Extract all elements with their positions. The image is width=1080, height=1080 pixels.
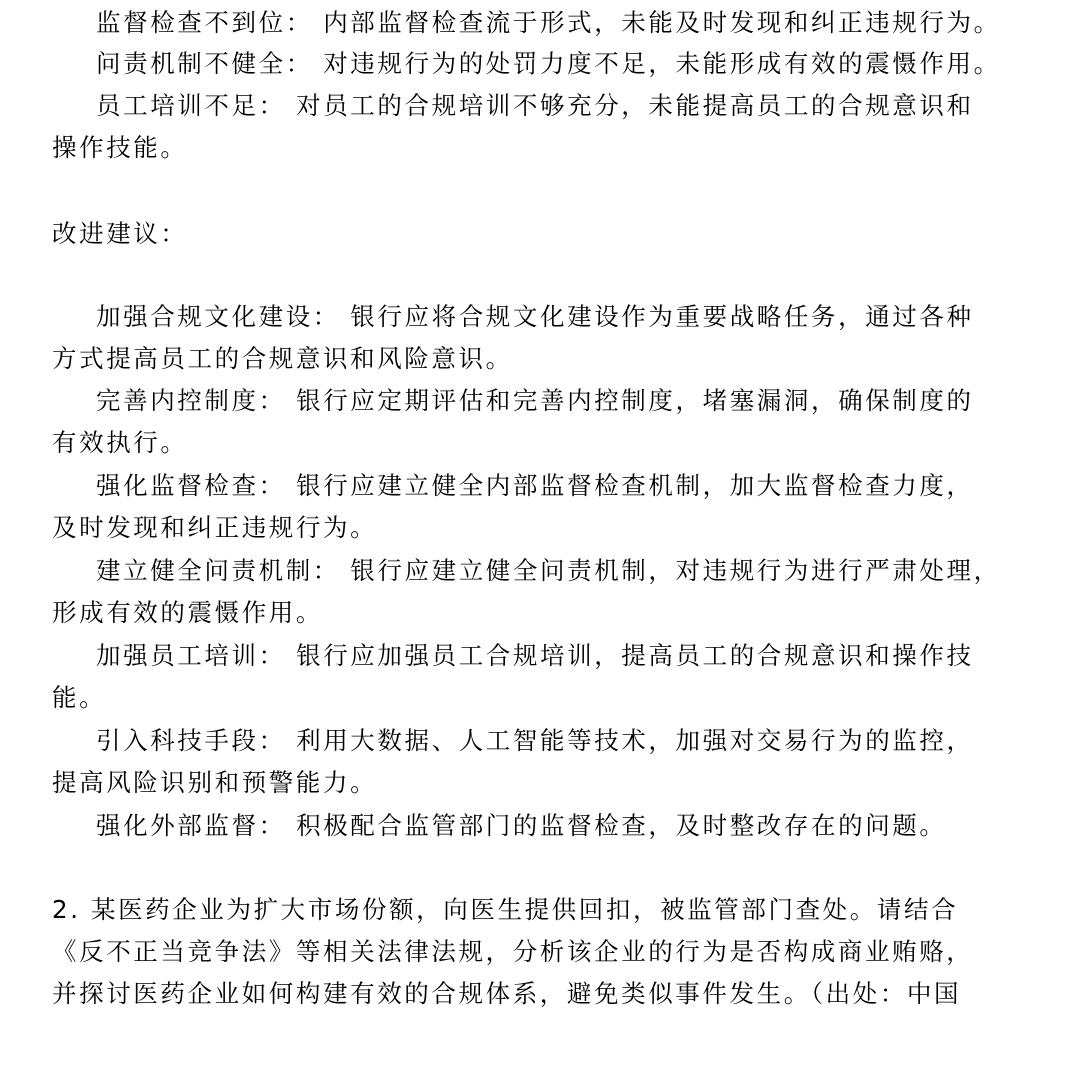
suggestion-item-accountability — [96, 556, 1001, 586]
question-2-line-2: 《反不正当竞争法》等相关法律法规，分析该企业的行为是否构成商业贿赂， — [52, 937, 974, 966]
suggestion-text: 银行应建立健全问责机制，对违规行为进行严肃处理， — [350, 556, 1001, 585]
suggestion-term: 完善内控制度： — [96, 386, 286, 415]
suggestion-item-external-supervision — [96, 811, 947, 841]
suggestion-term: 强化监督检查： — [96, 471, 286, 500]
question-2-line-3: 并探讨医药企业如何构建有效的合规体系，避免类似事件发生。（出处：中国 — [52, 979, 962, 1008]
question-2 — [52, 895, 958, 925]
problem-text: 对员工的合规培训不够充分，未能提高员工的合规意识和 — [296, 91, 974, 120]
question-text: 某医药企业为扩大市场份额，向医生提供回扣，被监管部门查处。请结合 — [90, 895, 959, 924]
suggestion-continued: 方式提高员工的合规意识和风险意识。 — [52, 344, 513, 373]
problem-item-training — [96, 91, 974, 121]
suggestion-term: 建立健全问责机制： — [96, 556, 340, 585]
problem-text: 对违规行为的处罚力度不足，未能形成有效的震慑作用。 — [323, 49, 1001, 78]
suggestion-item-training — [96, 641, 974, 671]
suggestion-term: 引入科技手段： — [96, 726, 286, 755]
suggestion-item-technology — [96, 726, 974, 756]
suggestion-continued: 有效执行。 — [52, 428, 188, 457]
suggestion-term: 强化外部监督： — [96, 811, 286, 840]
problem-term: 问责机制不健全： — [96, 49, 313, 78]
suggestions-heading: 改进建议： — [52, 219, 188, 248]
question-number: 2. — [52, 895, 81, 924]
problem-term: 监督检查不到位： — [96, 8, 313, 37]
problem-term: 员工培训不足： — [96, 91, 286, 120]
suggestion-text: 积极配合监管部门的监督检查，及时整改存在的问题。 — [296, 811, 947, 840]
suggestion-text: 利用大数据、人工智能等技术，加强对交易行为的监控， — [296, 726, 974, 755]
suggestion-continued: 能。 — [52, 683, 107, 712]
suggestion-text: 银行应将合规文化建设作为重要战略任务，通过各种 — [350, 302, 974, 331]
suggestion-term: 加强合规文化建设： — [96, 302, 340, 331]
suggestion-text: 银行应定期评估和完善内控制度，堵塞漏洞，确保制度的 — [296, 386, 974, 415]
problem-item-training-continued: 操作技能。 — [52, 133, 188, 162]
suggestion-continued: 及时发现和纠正违规行为。 — [52, 513, 378, 542]
suggestion-continued: 形成有效的震慑作用。 — [52, 598, 323, 627]
suggestion-text: 银行应加强员工合规培训，提高员工的合规意识和操作技 — [296, 641, 974, 670]
suggestion-text: 银行应建立健全内部监督检查机制，加大监督检查力度， — [296, 471, 974, 500]
problem-text: 内部监督检查流于形式，未能及时发现和纠正违规行为。 — [323, 8, 1001, 37]
suggestion-item-supervision — [96, 471, 974, 501]
suggestion-continued: 提高风险识别和预警能力。 — [52, 768, 378, 797]
suggestion-term: 加强员工培训： — [96, 641, 286, 670]
suggestion-item-internal-control — [96, 386, 974, 416]
suggestion-item-compliance-culture — [96, 302, 974, 332]
problem-item-supervision — [96, 8, 1001, 38]
problem-item-accountability — [96, 49, 1001, 79]
